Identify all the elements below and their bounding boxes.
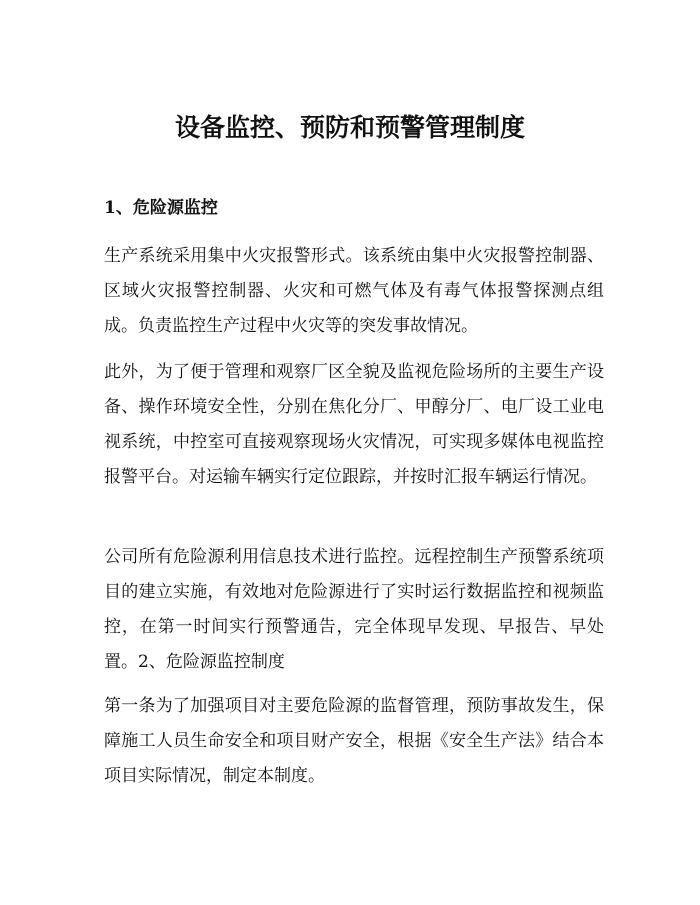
section-heading: 1、危险源监控 xyxy=(104,198,218,218)
paragraph-information-monitoring: 公司所有危险源利用信息技术进行监控。远程控制生产预警系统项目的建立实施，有效地对危险源进行了实时运行数据监控和视频监控，在第一时间实行预警通告，完全体现早发现、早报告、早处置。2、危险源监控制度 xyxy=(104,547,604,672)
paragraph-fire-alarm-system: 生产系统采用集中火灾报警形式。该系统由集中火灾报警控制器、区域火灾报警控制器、火灾和可燃气体及有毒气体报警探测点组成。负责监控生产过程中火灾等的突发事故情况。 xyxy=(104,246,604,336)
paragraph-article-one: 第一条为了加强项目对主要危险源的监督管理，预防事故发生，保障施工人员生命安全和项目财产安全，根据《安全生产法》结合本项目实际情况，制定本制度。 xyxy=(104,696,604,786)
document-title: 设备监控、预防和预警管理制度 xyxy=(174,113,525,142)
paragraph-industrial-tv-monitoring: 此外，为了便于管理和观察厂区全貌及监视危险场所的主要生产设备、操作环境安全性，分别在焦化分厂、甲醇分厂、电厂设工业电视系统，中控室可直接观察现场火灾情况，可实现多媒体电视监控报警平台。对运输车辆实行定位跟踪，并按时汇报车辆运行情况。 xyxy=(104,362,604,487)
